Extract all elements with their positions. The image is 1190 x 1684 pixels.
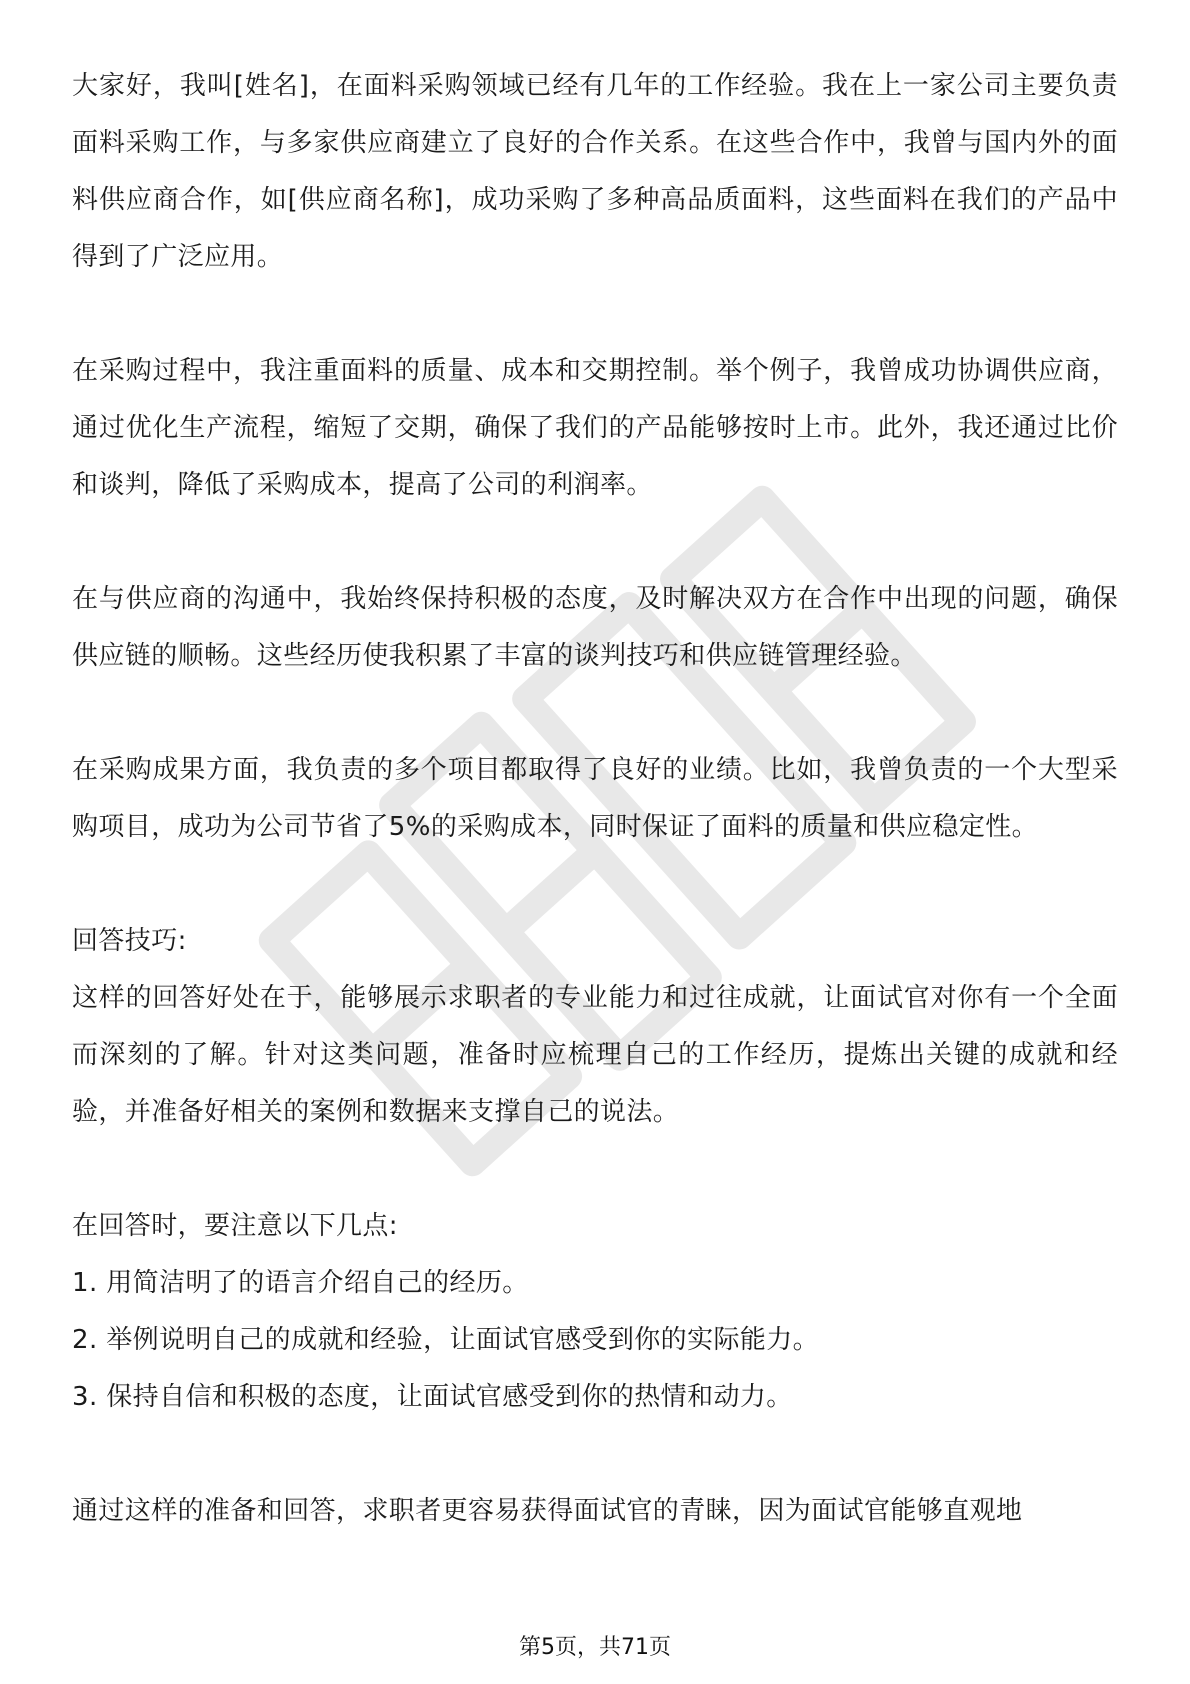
main-content bbox=[72, 58, 1118, 1540]
list-item: 3. 保持自信和积极的态度，让面试官感受到你的热情和动力。 bbox=[72, 1382, 793, 1412]
paragraph-process: 在采购过程中，我注重面料的质量、成本和交期控制。举个例子，我曾成功协调供应商，通过优化生产流程，缩短了交期，确保了我们的产品能够按时上市。此外，我还通过比价和谈判，降低了采购成本，提高了公司的利润率。 bbox=[72, 356, 1118, 500]
paragraph-closing: 通过这样的准备和回答，求职者更容易获得面试官的青睐，因为面试官能够直观地 bbox=[72, 1496, 1023, 1526]
list-item: 1. 用简洁明了的语言介绍自己的经历。 bbox=[72, 1268, 529, 1298]
paragraph-communication: 在与供应商的沟通中，我始终保持积极的态度，及时解决双方在合作中出现的问题，确保供应链的顺畅。这些经历使我积累了丰富的谈判技巧和供应链管理经验。 bbox=[72, 584, 1118, 671]
page-number-footer: 第5页，共71页 bbox=[519, 1635, 671, 1660]
tips-text: 这样的回答好处在于，能够展示求职者的专业能力和过往成就，让面试官对你有一个全面而深刻的了解。针对这类问题，准备时应梳理自己的工作经历，提炼出关键的成就和经验，并准备好相关的案例和数据来支撑自己的说法。 bbox=[72, 983, 1118, 1127]
tips-heading: 回答技巧: bbox=[72, 926, 187, 956]
paragraph-results: 在采购成果方面，我负责的多个项目都取得了良好的业绩。比如，我曾负责的一个大型采购项目，成功为公司节省了5%的采购成本，同时保证了面料的质量和供应稳定性。 bbox=[72, 755, 1118, 842]
paragraph-intro: 大家好，我叫[姓名]，在面料采购领域已经有几年的工作经验。我在上一家公司主要负责面料采购工作，与多家供应商建立了良好的合作关系。在这些合作中，我曾与国内外的面料供应商合作，如[供应商名称]，成功采购了多种高品质面料，这些面料在我们的产品中得到了广泛应用。 bbox=[72, 71, 1118, 272]
notes-heading: 在回答时，要注意以下几点: bbox=[72, 1211, 398, 1241]
list-item: 2. 举例说明自己的成就和经验，让面试官感受到你的实际能力。 bbox=[72, 1325, 820, 1355]
